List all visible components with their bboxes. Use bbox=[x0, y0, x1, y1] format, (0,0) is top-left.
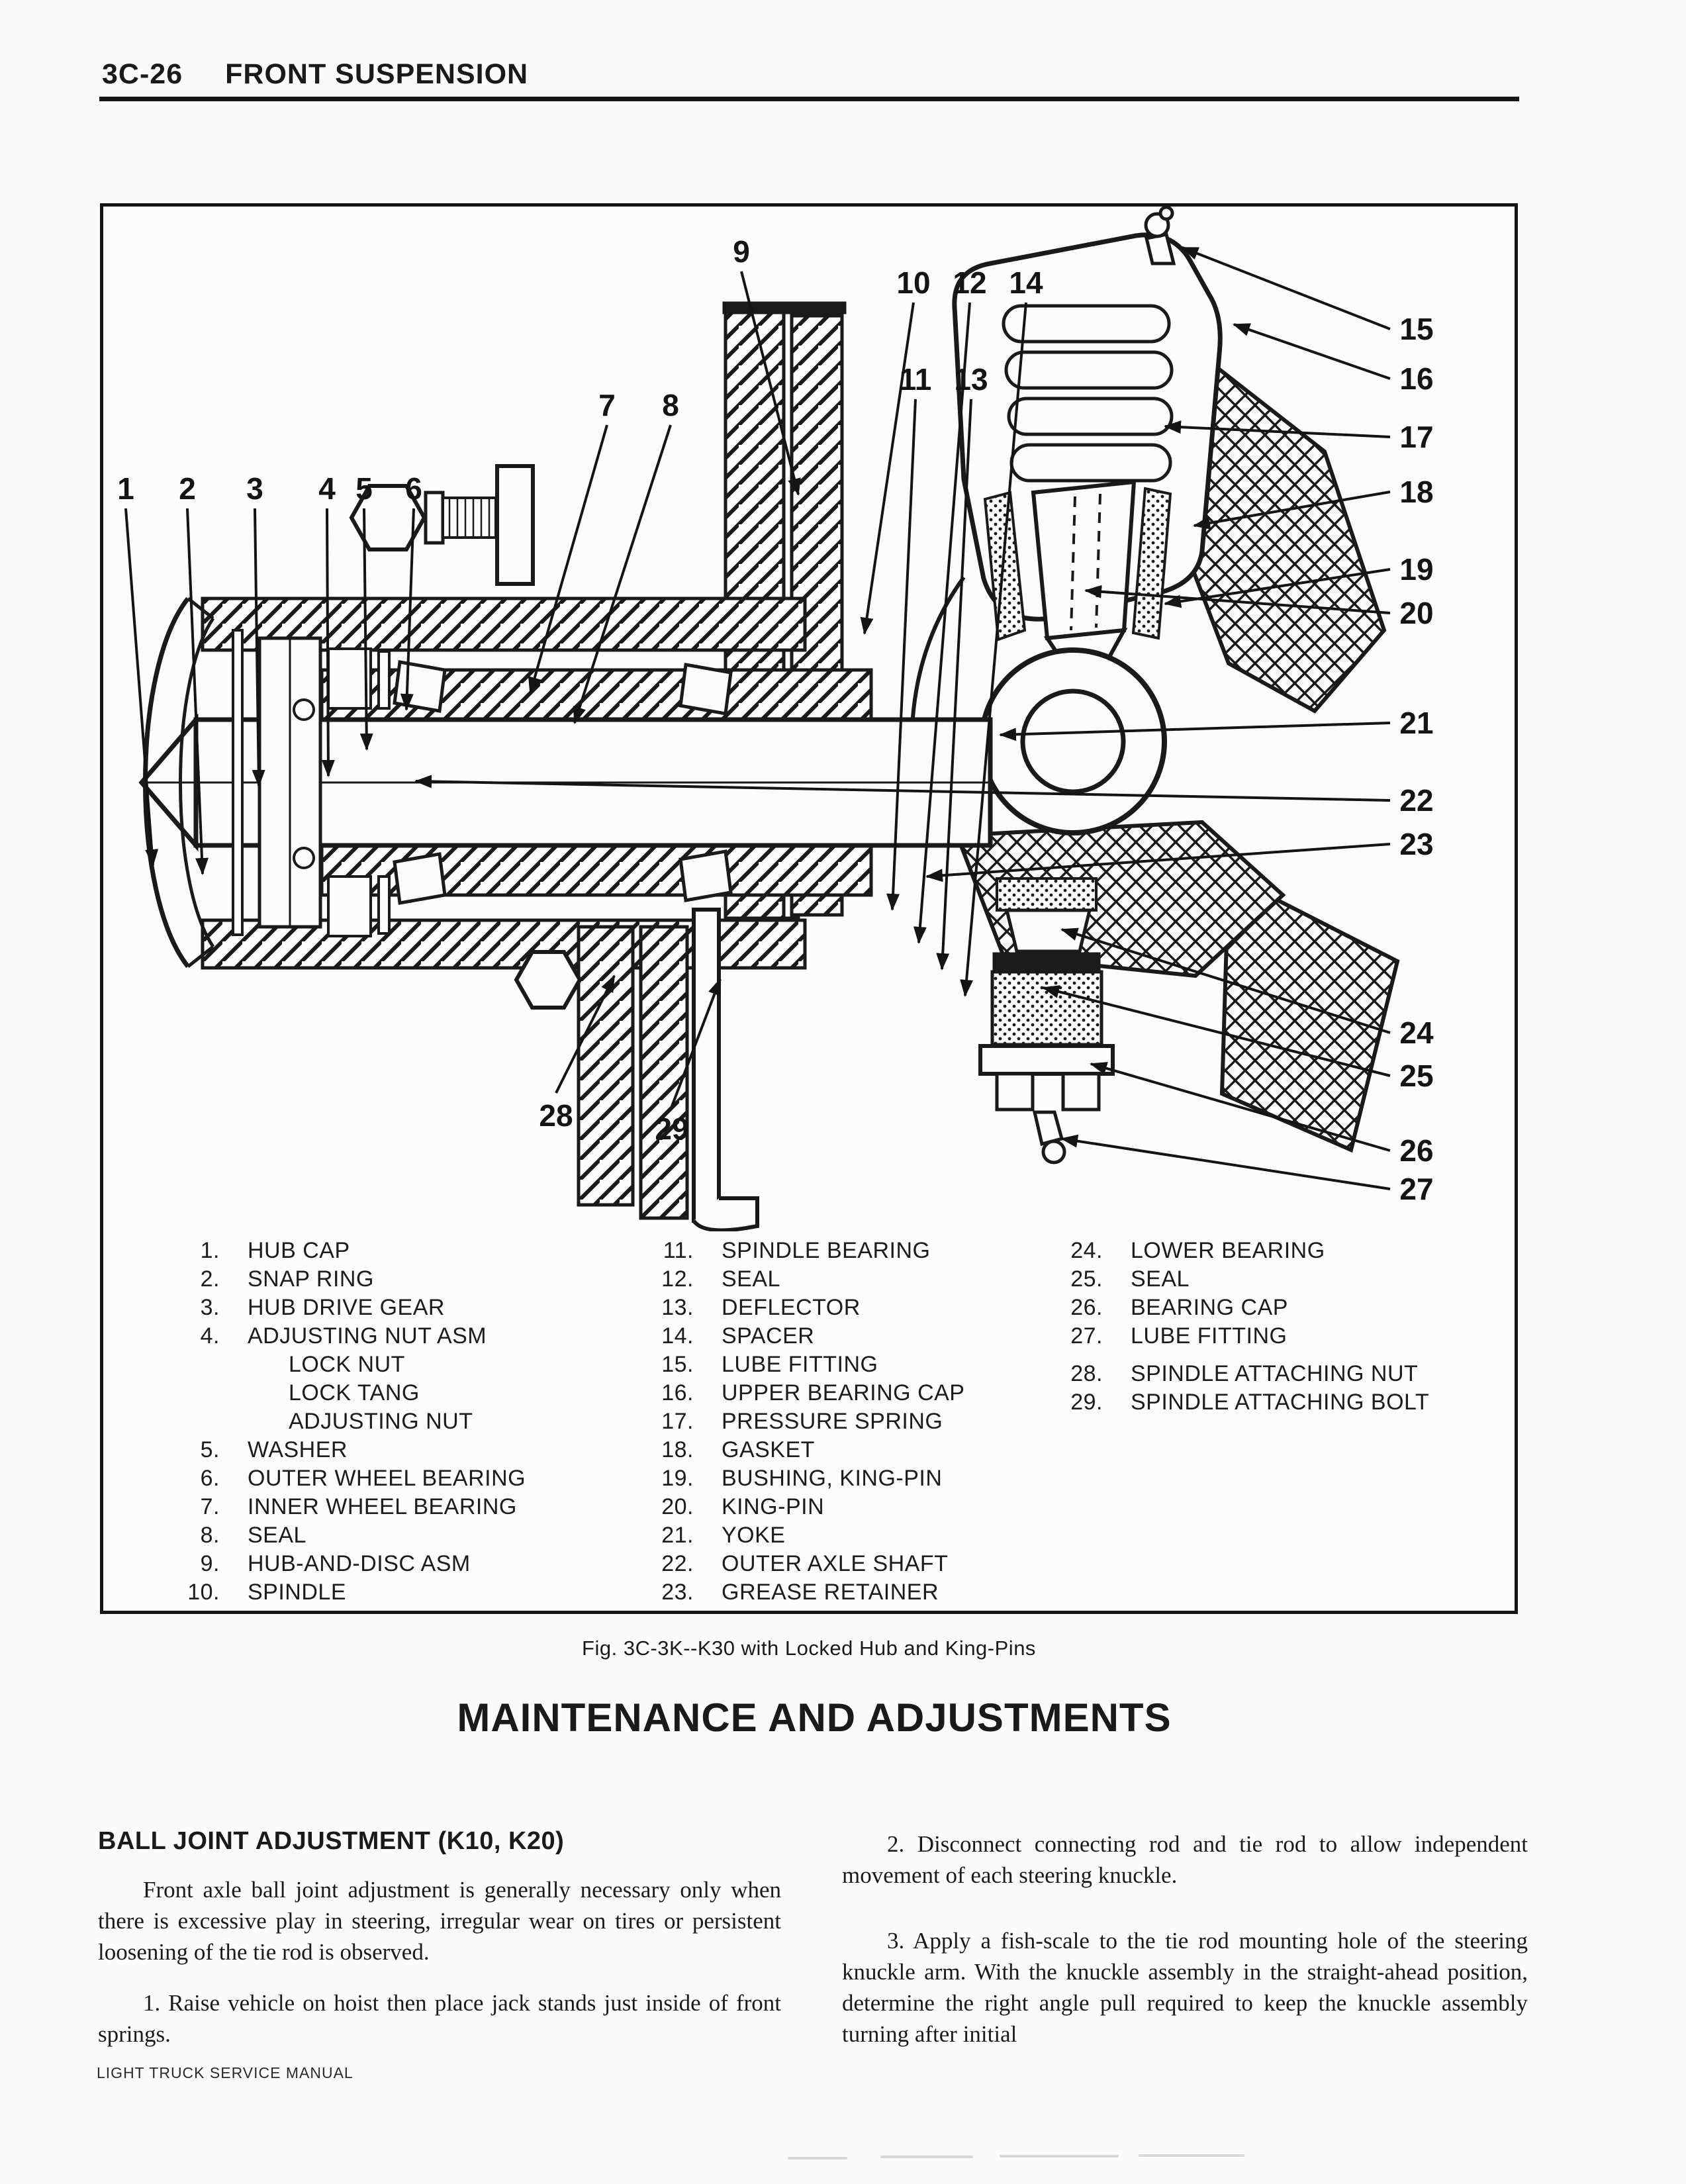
parts-list-item bbox=[641, 1237, 1051, 1265]
parts-list-item bbox=[641, 1578, 1051, 1607]
parts-list-item bbox=[641, 1464, 1051, 1493]
part-label: GASKET bbox=[722, 1437, 815, 1462]
paragraph: 2. Disconnect connecting rod and tie rod to allow independent movement of each steering knuckle. bbox=[842, 1831, 1528, 1888]
parts-list-item bbox=[1050, 1237, 1487, 1265]
parts-list-item bbox=[1050, 1294, 1487, 1322]
yoke-shape bbox=[982, 650, 1164, 833]
callout-25: 25 bbox=[1399, 1059, 1434, 1093]
part-number: 28. bbox=[1070, 1361, 1103, 1386]
parts-list-item bbox=[641, 1351, 1051, 1379]
part-label: LOCK TANG bbox=[289, 1380, 420, 1405]
callout-7: 7 bbox=[598, 388, 616, 422]
parts-list-item bbox=[641, 1550, 1051, 1578]
callout-10: 10 bbox=[896, 265, 931, 300]
part-number: 5. bbox=[200, 1437, 220, 1462]
callout-29: 29 bbox=[655, 1112, 689, 1146]
part-label: BEARING CAP bbox=[1131, 1295, 1288, 1320]
part-number: 12. bbox=[661, 1266, 694, 1292]
part-number: 11. bbox=[663, 1238, 694, 1263]
part-label: SPINDLE BEARING bbox=[722, 1238, 931, 1263]
part-label: SPINDLE ATTACHING NUT bbox=[1131, 1361, 1419, 1386]
part-number: 26. bbox=[1070, 1295, 1103, 1320]
callout-8: 8 bbox=[662, 388, 679, 422]
part-number: 8. bbox=[200, 1523, 220, 1548]
callout-21: 21 bbox=[1399, 706, 1434, 740]
part-label: LUBE FITTING bbox=[1131, 1323, 1288, 1349]
callout-17: 17 bbox=[1399, 420, 1434, 454]
part-number: 15. bbox=[661, 1352, 694, 1377]
part-label: UPPER BEARING CAP bbox=[722, 1380, 965, 1405]
parts-list-item bbox=[167, 1322, 590, 1351]
leader-line-7 bbox=[530, 425, 607, 693]
lube-fitting-top-shape bbox=[1146, 207, 1174, 263]
article-left-column bbox=[98, 1827, 781, 2069]
part-label: SEAL bbox=[722, 1266, 780, 1292]
part-label: INNER WHEEL BEARING bbox=[248, 1494, 517, 1519]
part-label: SPACER bbox=[722, 1323, 815, 1349]
part-label: HUB DRIVE GEAR bbox=[248, 1295, 445, 1320]
callout-15: 15 bbox=[1399, 312, 1434, 346]
part-number: 21. bbox=[661, 1523, 694, 1548]
parts-list-item bbox=[641, 1294, 1051, 1322]
callout-13: 13 bbox=[954, 362, 988, 397]
header-divider bbox=[99, 97, 1519, 101]
parts-column-1 bbox=[167, 1237, 590, 1607]
part-label: LOWER BEARING bbox=[1131, 1238, 1325, 1263]
part-number: 18. bbox=[661, 1437, 694, 1462]
part-label: KING-PIN bbox=[722, 1494, 825, 1519]
scan-artifact bbox=[1139, 2154, 1244, 2157]
paragraph: 3. Apply a fish-scale to the tie rod mounting hole of the steering knuckle arm. With the knuckle assembly in the straight-ahead position, determine the right angle pull required to keep the knuckle assembly turning after initial bbox=[842, 1928, 1528, 2047]
part-label: HUB CAP bbox=[248, 1238, 350, 1263]
part-number: 27. bbox=[1070, 1323, 1103, 1349]
paragraph: 1. Raise vehicle on hoist then place jack stands just inside of front springs. bbox=[98, 1990, 781, 2047]
part-label: SEAL bbox=[248, 1523, 306, 1548]
part-label: SNAP RING bbox=[248, 1266, 374, 1292]
part-label: SPINDLE ATTACHING BOLT bbox=[1131, 1390, 1430, 1415]
parts-list-item bbox=[167, 1521, 590, 1550]
callout-4: 4 bbox=[318, 471, 336, 506]
part-label: GREASE RETAINER bbox=[722, 1580, 939, 1605]
parts-list-item bbox=[167, 1351, 590, 1379]
parts-list-item bbox=[1050, 1265, 1487, 1294]
parts-column-2 bbox=[641, 1237, 1051, 1607]
parts-list-item bbox=[641, 1436, 1051, 1464]
part-label: LOCK NUT bbox=[289, 1352, 405, 1377]
callout-19: 19 bbox=[1399, 552, 1434, 587]
section-title: FRONT SUSPENSION bbox=[225, 58, 529, 90]
part-number: 7. bbox=[200, 1494, 220, 1519]
part-label: LUBE FITTING bbox=[722, 1352, 878, 1377]
part-number: 17. bbox=[661, 1409, 694, 1434]
callout-5: 5 bbox=[355, 471, 373, 506]
part-label: SEAL bbox=[1131, 1266, 1190, 1292]
callout-23: 23 bbox=[1399, 827, 1434, 861]
parts-column-3 bbox=[1050, 1237, 1487, 1417]
parts-list-item bbox=[641, 1322, 1051, 1351]
figure-caption: Fig. 3C-3K--K30 with Locked Hub and King-Pins bbox=[582, 1637, 1036, 1660]
part-label: ADJUSTING NUT ASM bbox=[248, 1323, 487, 1349]
parts-list-item bbox=[167, 1407, 590, 1436]
parts-list-item bbox=[167, 1464, 590, 1493]
callout-2: 2 bbox=[179, 471, 196, 506]
part-label: OUTER AXLE SHAFT bbox=[722, 1551, 949, 1576]
part-number: 19. bbox=[661, 1466, 694, 1491]
callout-3: 3 bbox=[246, 471, 263, 506]
part-label: YOKE bbox=[722, 1523, 786, 1548]
part-number: 14. bbox=[661, 1323, 694, 1349]
scan-artifact bbox=[880, 2156, 973, 2158]
parts-list-item bbox=[641, 1407, 1051, 1436]
manual-footer: LIGHT TRUCK SERVICE MANUAL bbox=[97, 2064, 353, 2081]
part-number bbox=[167, 1379, 220, 1407]
part-number bbox=[167, 1351, 220, 1379]
diagram-artwork bbox=[142, 207, 1397, 1230]
figure-box bbox=[100, 203, 1518, 1614]
callout-22: 22 bbox=[1399, 783, 1434, 818]
callout-26: 26 bbox=[1399, 1133, 1434, 1168]
article-right-column bbox=[842, 1828, 1528, 2084]
part-number: 29. bbox=[1070, 1390, 1103, 1415]
callout-18: 18 bbox=[1399, 475, 1434, 509]
callout-9: 9 bbox=[733, 234, 750, 269]
callout-6: 6 bbox=[405, 471, 422, 506]
leader-line-16 bbox=[1234, 324, 1390, 379]
callout-12: 12 bbox=[953, 265, 987, 300]
part-number: 24. bbox=[1070, 1238, 1103, 1263]
parts-list-item bbox=[1050, 1322, 1487, 1351]
parts-list-item bbox=[167, 1436, 590, 1464]
wheel-stud-shape bbox=[351, 466, 533, 584]
section-heading: BALL JOINT ADJUSTMENT (K10, K20) bbox=[98, 1827, 565, 1855]
part-number: 13. bbox=[661, 1295, 694, 1320]
part-label: HUB-AND-DISC ASM bbox=[248, 1551, 471, 1576]
callout-1: 1 bbox=[117, 471, 134, 506]
part-number: 4. bbox=[200, 1323, 220, 1349]
callout-28: 28 bbox=[539, 1098, 573, 1133]
part-label: DEFLECTOR bbox=[722, 1295, 861, 1320]
callout-24: 24 bbox=[1399, 1016, 1434, 1050]
part-label: ADJUSTING NUT bbox=[289, 1409, 473, 1434]
part-number: 20. bbox=[661, 1494, 694, 1519]
part-number: 6. bbox=[200, 1466, 220, 1491]
page-title: MAINTENANCE AND ADJUSTMENTS bbox=[457, 1695, 1172, 1740]
callout-14: 14 bbox=[1009, 265, 1043, 300]
leader-line-1 bbox=[126, 508, 153, 865]
parts-list-item bbox=[1050, 1388, 1487, 1417]
part-number: 10. bbox=[187, 1580, 220, 1605]
parts-list-item bbox=[167, 1237, 590, 1265]
part-number: 25. bbox=[1070, 1266, 1103, 1292]
scan-artifact bbox=[1000, 2155, 1119, 2158]
part-number: 22. bbox=[661, 1551, 694, 1576]
part-number: 9. bbox=[200, 1551, 220, 1576]
page-header bbox=[102, 58, 528, 91]
part-number: 23. bbox=[661, 1580, 694, 1605]
callout-11: 11 bbox=[899, 362, 932, 397]
part-number bbox=[167, 1407, 220, 1436]
parts-list-item bbox=[167, 1578, 590, 1607]
parts-list-item bbox=[641, 1493, 1051, 1521]
callout-16: 16 bbox=[1399, 361, 1434, 396]
leader-line-4 bbox=[327, 508, 328, 776]
parts-list-item bbox=[167, 1294, 590, 1322]
part-label: BUSHING, KING-PIN bbox=[722, 1466, 943, 1491]
parts-list-item bbox=[167, 1379, 590, 1407]
parts-list-item bbox=[1050, 1360, 1487, 1388]
part-label: PRESSURE SPRING bbox=[722, 1409, 943, 1434]
part-label: WASHER bbox=[248, 1437, 348, 1462]
parts-list-item bbox=[641, 1521, 1051, 1550]
part-label: OUTER WHEEL BEARING bbox=[248, 1466, 526, 1491]
callout-27: 27 bbox=[1399, 1172, 1434, 1206]
parts-list-item bbox=[167, 1550, 590, 1578]
suspension-diagram bbox=[103, 207, 1515, 1231]
page-code: 3C-26 bbox=[102, 58, 183, 90]
parts-list-item bbox=[167, 1493, 590, 1521]
parts-list-item bbox=[641, 1379, 1051, 1407]
paragraph: Front axle ball joint adjustment is generally necessary only when there is excessive play in steering, irregular wear on tires or persistent loosening of the tie rod is observed. bbox=[98, 1877, 781, 1965]
parts-list-item bbox=[641, 1265, 1051, 1294]
callout-20: 20 bbox=[1399, 596, 1434, 630]
part-number: 2. bbox=[200, 1266, 220, 1292]
part-label: SPINDLE bbox=[248, 1580, 346, 1605]
part-number: 16. bbox=[661, 1380, 694, 1405]
part-number: 1. bbox=[200, 1238, 220, 1263]
parts-list-item bbox=[167, 1265, 590, 1294]
part-number: 3. bbox=[200, 1295, 220, 1320]
scan-artifact bbox=[788, 2157, 847, 2160]
